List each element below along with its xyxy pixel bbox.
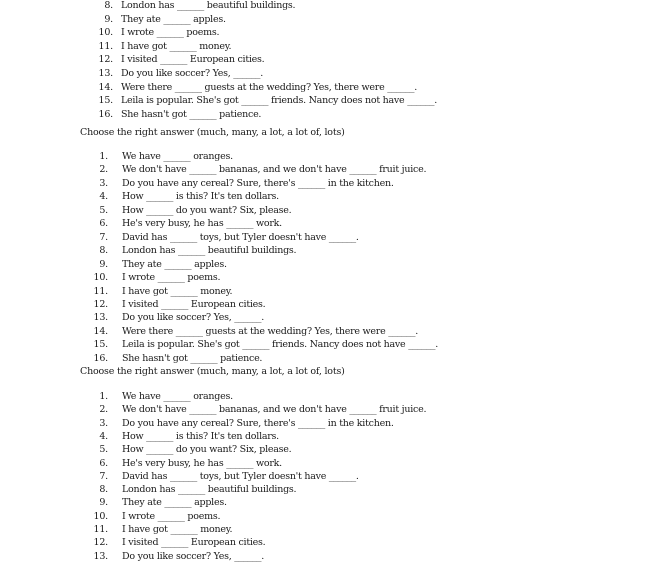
exercise-item (0, 390, 668, 404)
item-number: 5. (99, 444, 108, 456)
exercise-item (0, 190, 668, 204)
item-sentence: I visited ______ European cities. (121, 54, 265, 66)
item-number: 6. (99, 457, 108, 469)
item-number: 14. (98, 81, 113, 93)
item-number: 5. (99, 204, 108, 216)
exercise-item (0, 311, 668, 325)
exercise-item (0, 298, 668, 312)
item-number: 12. (93, 298, 108, 310)
exercise-item (0, 457, 668, 471)
item-number: 4. (99, 191, 108, 203)
exercise-item (0, 81, 668, 95)
exercise-item (0, 204, 668, 218)
exercise-item (0, 510, 668, 524)
item-sentence: London has ______ beautiful buildings. (122, 484, 297, 496)
item-sentence: Leila is popular. She's got ______ friends. Nancy does not have ______. (121, 95, 437, 107)
item-sentence: Do you like soccer? Yes, ______. (122, 312, 265, 324)
item-number: 13. (93, 550, 108, 562)
item-sentence: I visited ______ European cities. (122, 298, 266, 310)
section-heading: Choose the right answer (much, many, a lot, a lot of, lots) (80, 366, 345, 377)
exercise-item (0, 496, 668, 510)
item-sentence: Do you like soccer? Yes, ______. (122, 550, 265, 562)
item-number: 10. (93, 510, 108, 522)
item-sentence: How ______ is this? It's ten dollars. (122, 430, 279, 442)
item-sentence: I visited ______ European cities. (122, 537, 266, 549)
item-number: 3. (99, 417, 108, 429)
item-sentence: Do you have any cereal? Sure, there's ______ in the kitchen. (122, 417, 394, 429)
exercise-item (0, 285, 668, 299)
exercise-item (0, 94, 668, 108)
item-number: 9. (99, 258, 108, 270)
exercise-item (0, 417, 668, 431)
exercise-item (0, 536, 668, 550)
item-number: 16. (93, 352, 108, 364)
exercise-item (0, 150, 668, 164)
item-sentence: Were there ______ guests at the wedding? Yes, there were ______. (122, 325, 418, 337)
item-number: 10. (98, 27, 113, 39)
item-sentence: I wrote ______ poems. (121, 27, 220, 39)
exercise-item (0, 271, 668, 285)
item-sentence: I have got ______ money. (121, 40, 232, 52)
item-number: 8. (104, 0, 113, 11)
exercise-item (0, 403, 668, 417)
item-sentence: We have ______ oranges. (122, 391, 233, 402)
exercise-item (0, 231, 668, 245)
item-number: 9. (99, 497, 108, 509)
item-number: 10. (93, 272, 108, 284)
exercise-item (0, 258, 668, 272)
item-number: 12. (98, 54, 113, 66)
exercise-item (0, 430, 668, 444)
item-number: 8. (99, 484, 108, 496)
item-sentence: We don't have ______ bananas, and we don't have ______ fruit juice. (122, 164, 427, 176)
item-sentence: David has ______ toys, but Tyler doesn't have ______. (122, 470, 359, 482)
item-sentence: They ate ______ apples. (121, 13, 226, 25)
exercise-item (0, 67, 668, 81)
exercise-item (0, 177, 668, 191)
exercise-item (0, 53, 668, 67)
exercise-item (0, 40, 668, 54)
exercise-item (0, 217, 668, 231)
item-number: 15. (93, 339, 108, 351)
item-sentence: Do you like soccer? Yes, ______. (121, 68, 264, 79)
item-number: 2. (99, 164, 108, 176)
item-number: 11. (98, 40, 113, 52)
exercise-item (0, 523, 668, 537)
item-sentence: London has ______ beautiful buildings. (121, 0, 296, 11)
item-sentence: He's very busy, he has ______ work. (122, 457, 282, 469)
exercise-item (0, 325, 668, 339)
item-sentence: Were there ______ guests at the wedding? Yes, there were ______. (121, 81, 417, 93)
item-number: 1. (99, 151, 108, 162)
exercise-item (0, 550, 668, 564)
item-sentence: How ______ do you want? Six, please. (122, 444, 292, 456)
item-number: 8. (99, 245, 108, 257)
exercise-item (0, 163, 668, 177)
item-sentence: He's very busy, he has ______ work. (122, 218, 282, 230)
item-sentence: London has ______ beautiful buildings. (122, 245, 297, 257)
exercise-item (0, 483, 668, 497)
item-number: 15. (98, 95, 113, 107)
exercise-item (0, 0, 668, 13)
item-number: 2. (99, 404, 108, 416)
item-number: 11. (93, 285, 108, 297)
item-sentence: We don't have ______ bananas, and we don't have ______ fruit juice. (122, 404, 427, 416)
item-number: 12. (93, 537, 108, 549)
item-sentence: They ate ______ apples. (122, 497, 227, 509)
item-number: 16. (98, 108, 113, 120)
exercise-item (0, 13, 668, 27)
item-sentence: I wrote ______ poems. (122, 272, 221, 284)
item-number: 4. (99, 430, 108, 442)
section-heading: Choose the right answer (much, many, a lot, a lot of, lots) (80, 127, 345, 138)
item-sentence: Leila is popular. She's got ______ friends. Nancy does not have ______. (122, 339, 438, 351)
exercise-item (0, 443, 668, 457)
item-sentence: Do you have any cereal? Sure, there's ______ in the kitchen. (122, 177, 394, 189)
item-number: 11. (93, 524, 108, 535)
item-number: 6. (99, 218, 108, 230)
item-sentence: She hasn't got ______ patience. (122, 352, 263, 364)
item-sentence: David has ______ toys, but Tyler doesn't have ______. (122, 231, 359, 243)
item-sentence: I have got ______ money. (122, 285, 233, 297)
item-number: 3. (99, 177, 108, 189)
item-sentence: How ______ is this? It's ten dollars. (122, 191, 279, 203)
item-number: 1. (99, 391, 108, 402)
item-sentence: They ate ______ apples. (122, 258, 227, 270)
exercise-item (0, 26, 668, 40)
item-sentence: I have got ______ money. (122, 524, 233, 535)
item-number: 9. (104, 13, 113, 25)
item-sentence: We have ______ oranges. (122, 151, 233, 162)
item-sentence: How ______ do you want? Six, please. (122, 204, 292, 216)
exercise-item (0, 338, 668, 352)
item-sentence: I wrote ______ poems. (122, 510, 221, 522)
item-sentence: She hasn't got ______ patience. (121, 108, 262, 120)
item-number: 13. (93, 312, 108, 324)
item-number: 7. (99, 470, 108, 482)
exercise-item (0, 470, 668, 484)
item-number: 13. (98, 68, 113, 79)
exercise-item (0, 244, 668, 258)
exercise-item (0, 108, 668, 122)
item-number: 14. (93, 325, 108, 337)
item-number: 7. (99, 231, 108, 243)
exercise-item (0, 352, 668, 366)
